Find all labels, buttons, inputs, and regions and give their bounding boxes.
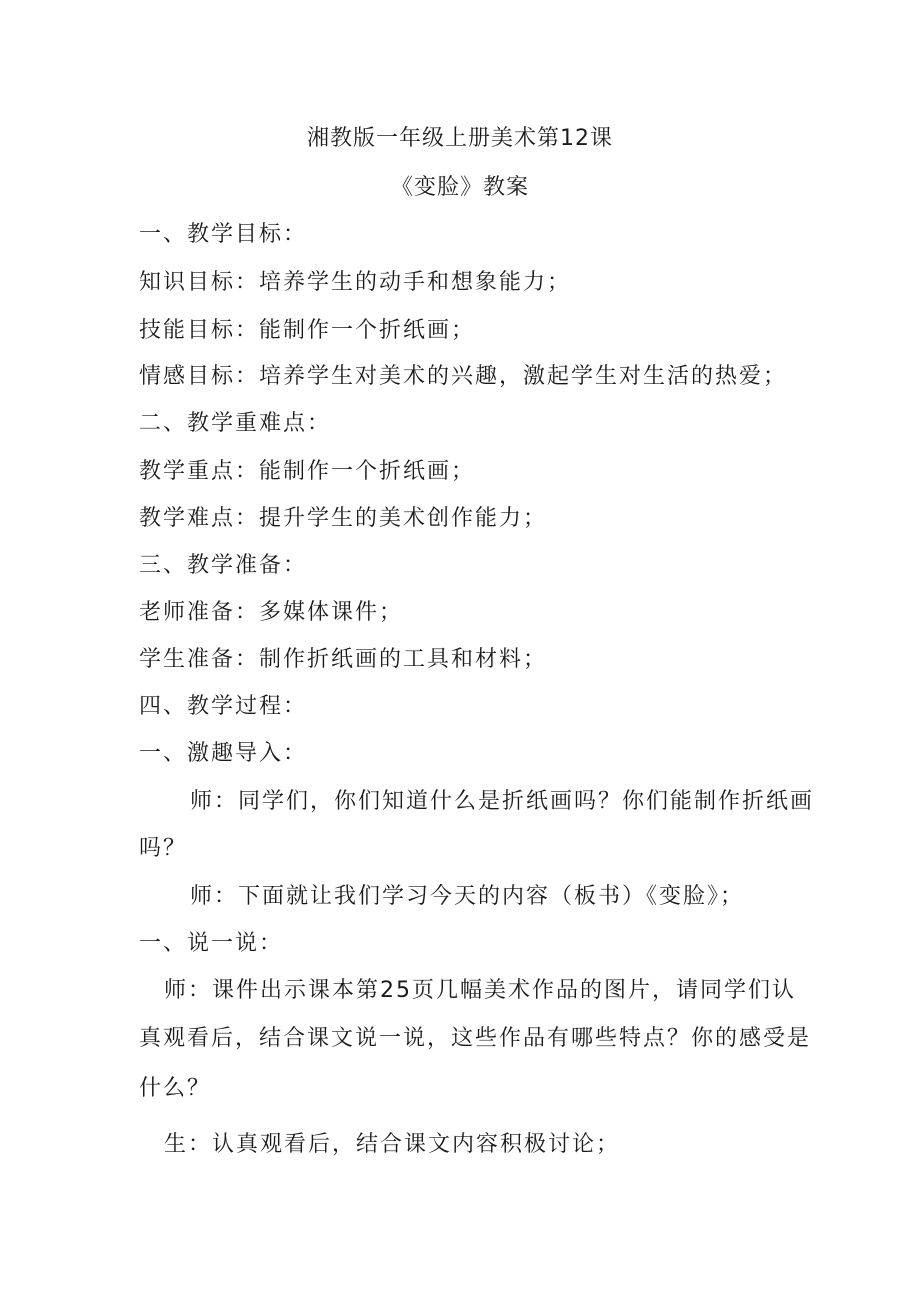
section-heading-preparation: 三、教学准备： (139, 553, 308, 578)
section-heading-key-points: 二、教学重难点： (139, 411, 332, 436)
paragraph-teacher-show-cont1: 真观看后，结合课文说一说，这些作品有哪些特点？你的感受是 (139, 1026, 812, 1051)
paragraph-emotion-goal: 情感目标：培养学生对美术的兴趣，激起学生对生活的热爱； (139, 364, 788, 389)
subsection-heading-discuss: 一、说一说： (139, 931, 284, 956)
paragraph-knowledge-goal: 知识目标：培养学生的动手和想象能力； (139, 270, 572, 295)
paragraph-teacher-topic: 师：下面就让我们学习今天的内容（板书）《变脸》； (190, 884, 745, 909)
paragraph-teacher-show: 师：课件出示课本第25页几幅美术作品的图片，请同学们认 (164, 978, 796, 1003)
section-heading-process: 四、教学过程： (139, 694, 308, 719)
paragraph-teacher-question-cont: 吗？ (139, 836, 188, 861)
paragraph-skill-goal: 技能目标：能制作一个折纸画； (139, 318, 476, 343)
paragraph-student-response: 生：认真观看后，结合课文内容积极讨论； (164, 1132, 621, 1157)
document-title: 湘教版一年级上册美术第12课 (307, 126, 613, 151)
paragraph-teacher-question: 师：同学们，你们知道什么是折纸画吗？你们能制作折纸画 (190, 789, 815, 814)
paragraph-teacher-prep: 老师准备：多媒体课件； (139, 600, 404, 625)
document-subtitle: 《变脸》教案 (390, 175, 529, 200)
paragraph-key-point: 教学重点：能制作一个折纸画； (139, 459, 476, 484)
subsection-heading-intro: 一、激趣导入： (139, 741, 308, 766)
paragraph-difficult-point: 教学难点：提升学生的美术创作能力； (139, 506, 548, 531)
paragraph-student-prep: 学生准备：制作折纸画的工具和材料； (139, 647, 548, 672)
section-heading-objectives: 一、教学目标： (139, 222, 308, 247)
paragraph-teacher-show-cont2: 什么？ (139, 1076, 212, 1101)
